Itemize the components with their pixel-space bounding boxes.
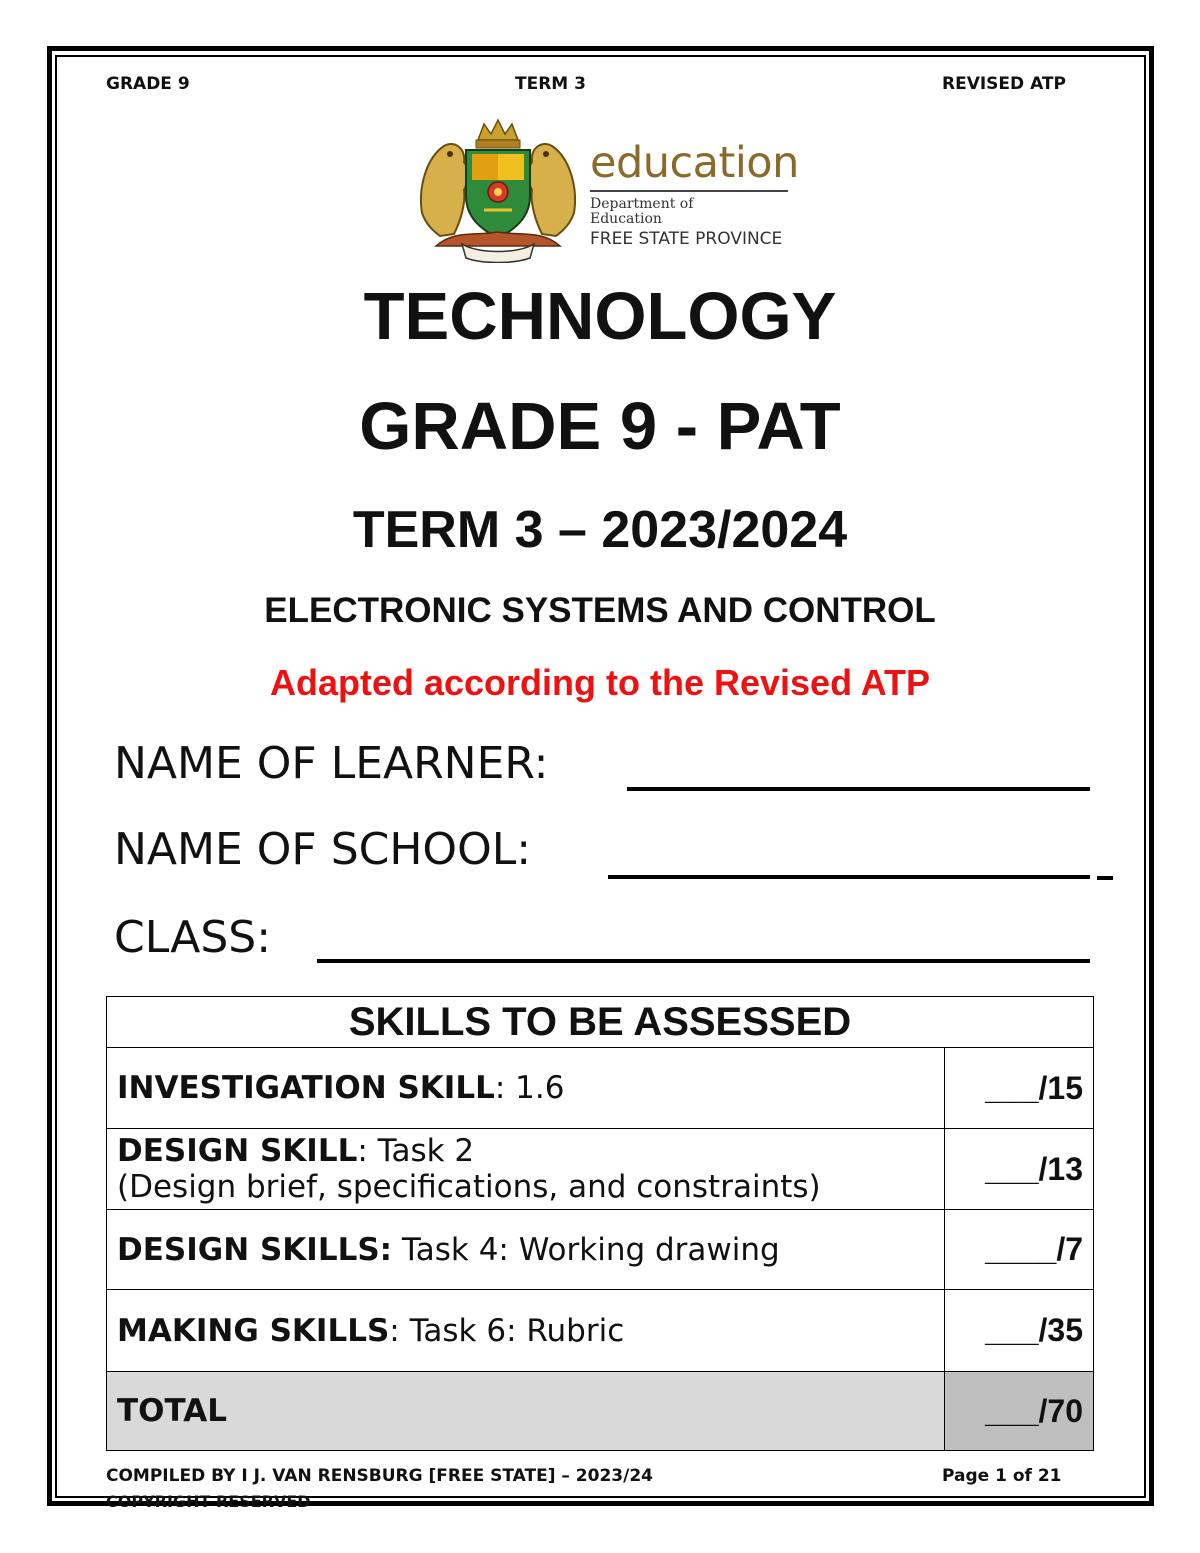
score-working-drawing: ____/7 xyxy=(945,1210,1094,1290)
coat-of-arms-logo xyxy=(414,118,582,263)
skill-design-brief xyxy=(107,1129,945,1210)
logo-department: Department of xyxy=(590,196,694,212)
skills-table-heading: SKILLS TO BE ASSESSED xyxy=(107,997,1094,1048)
footer-copyright: COPYRIGHT RESERVED xyxy=(106,1492,311,1511)
skill-detail-2: (Design brief, specifications, and constraints) xyxy=(117,1169,821,1205)
logo-wordmark: education xyxy=(590,138,799,188)
table-row xyxy=(107,1048,1094,1129)
skill-label: DESIGN SKILLS: xyxy=(117,1231,393,1268)
footer-compiled-by: COMPILED BY I J. VAN RENSBURG [FREE STATE] – 2023/24 xyxy=(106,1466,653,1486)
skill-investigation xyxy=(107,1048,945,1129)
footer-page-number: Page 1 of 21 xyxy=(942,1466,1062,1486)
table-row xyxy=(107,1129,1094,1210)
skill-label: MAKING SKILLS xyxy=(117,1312,390,1349)
school-name-label: NAME OF SCHOOL: xyxy=(114,824,532,875)
class-line[interactable] xyxy=(317,959,1090,963)
score-making: ___/35 xyxy=(945,1290,1094,1372)
skill-detail: : Task 2 xyxy=(357,1133,475,1169)
logo-province: FREE STATE PROVINCE xyxy=(590,229,783,249)
table-row-total xyxy=(107,1372,1094,1451)
header-revised-atp: REVISED ATP xyxy=(942,74,1066,94)
skill-label: INVESTIGATION SKILL xyxy=(117,1070,495,1106)
score-investigation: ___/15 xyxy=(945,1048,1094,1129)
header-term: TERM 3 xyxy=(515,74,586,94)
skill-label: DESIGN SKILL xyxy=(117,1133,358,1169)
table-row xyxy=(107,1290,1094,1372)
header-grade: GRADE 9 xyxy=(106,74,190,94)
total-score: ___/70 xyxy=(945,1372,1094,1451)
skill-working-drawing xyxy=(107,1210,945,1290)
topic-title: ELECTRONIC SYSTEMS AND CONTROL xyxy=(264,591,936,630)
learner-name-label: NAME OF LEARNER: xyxy=(114,738,549,789)
skills-assessment-table xyxy=(106,996,1094,1451)
subject-title: TECHNOLOGY xyxy=(363,279,837,354)
grade-title: GRADE 9 - PAT xyxy=(359,389,841,464)
skill-detail: : Task 6: Rubric xyxy=(389,1312,625,1349)
skill-making xyxy=(107,1290,945,1372)
logo-divider xyxy=(590,190,788,192)
skill-detail: : 1.6 xyxy=(494,1070,565,1106)
term-title: TERM 3 – 2023/2024 xyxy=(352,501,848,559)
score-design-brief: ___/13 xyxy=(945,1129,1094,1210)
total-label: TOTAL xyxy=(107,1372,945,1451)
education-logo-text xyxy=(590,140,799,249)
logo-department-2: Education xyxy=(590,211,662,227)
revised-atp-note: Adapted according to the Revised ATP xyxy=(269,662,931,703)
school-name-line[interactable] xyxy=(608,875,1090,879)
skill-detail: Task 4: Working drawing xyxy=(392,1231,780,1268)
school-name-line-tail xyxy=(1097,876,1113,880)
learner-name-line[interactable] xyxy=(627,787,1090,791)
class-label: CLASS: xyxy=(114,912,272,963)
table-row xyxy=(107,1210,1094,1290)
